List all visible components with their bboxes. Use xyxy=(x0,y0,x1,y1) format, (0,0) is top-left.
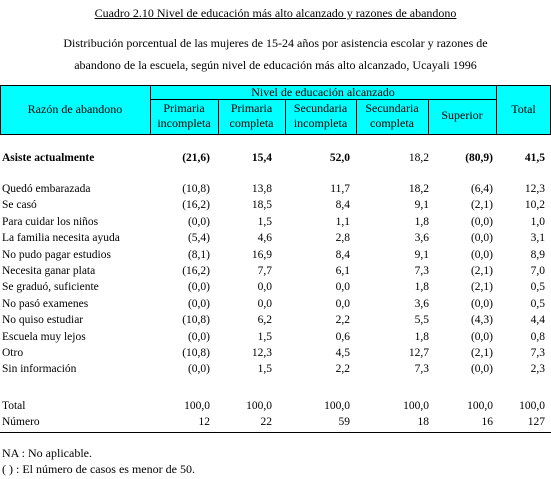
cell-superior: (0,0) xyxy=(470,330,493,343)
row-label: Necesita ganar plata xyxy=(2,265,96,277)
cell-secundaria-incompleta: 2,2 xyxy=(335,314,350,327)
row-label: No pasó examenes xyxy=(2,297,89,310)
cell-secundaria-completa: 18,2 xyxy=(408,152,429,164)
header-group: Nivel de educación alcanzado xyxy=(251,85,395,99)
cell-secundaria-incompleta: 100,0 xyxy=(324,400,350,412)
cell-superior: (2,1) xyxy=(470,281,493,294)
table-row xyxy=(0,181,551,197)
cell-superior: (4,3) xyxy=(470,314,493,327)
row-label: Escuela muy lejos xyxy=(2,330,86,343)
table-bottom-rule xyxy=(0,432,551,433)
cell-superior: (0,0) xyxy=(470,248,493,261)
cell-primaria-completa: 1,5 xyxy=(257,215,272,228)
header-col4-line2: completa xyxy=(370,116,414,130)
cell-total: 4,4 xyxy=(530,314,545,327)
cell-secundaria-completa: 100,0 xyxy=(403,400,429,412)
cell-primaria-completa: 18,5 xyxy=(251,199,272,212)
cell-primaria-completa: 4,6 xyxy=(257,232,272,245)
cell-primaria-incompleta: (8,1) xyxy=(187,248,210,261)
table-row xyxy=(0,214,551,230)
cell-secundaria-completa: 5,5 xyxy=(414,314,429,327)
table-row xyxy=(0,398,551,414)
cell-superior: (2,1) xyxy=(470,347,493,359)
cell-primaria-completa: 100,0 xyxy=(246,400,272,412)
header-primaria-incompleta xyxy=(150,101,218,131)
cell-primaria-completa: 0,0 xyxy=(257,297,272,310)
cell-total: 127 xyxy=(527,416,545,428)
cell-superior: (0,0) xyxy=(470,232,493,245)
row-label: Quedó embarazada xyxy=(2,183,91,195)
cell-primaria-incompleta: (16,2) xyxy=(182,199,210,212)
row-label: No quiso estudiar xyxy=(2,314,84,327)
row-label: Número xyxy=(2,416,40,428)
cell-secundaria-completa: 1,8 xyxy=(414,281,429,294)
header-col1-line2: incompleta xyxy=(157,116,211,130)
header-primaria-completa xyxy=(218,101,285,131)
table-subtitle-line2: abandono de la escuela, según nivel de educación más alto alcanzado, Ucayali 1996 xyxy=(74,58,477,72)
row-label: La familia necesita ayuda xyxy=(2,232,120,245)
cell-superior: 16 xyxy=(481,416,493,428)
header-col2-line2: completa xyxy=(229,116,274,130)
table-row xyxy=(0,263,551,279)
cell-primaria-incompleta: 100,0 xyxy=(184,400,210,412)
footnote-na: NA : No aplicable. xyxy=(2,446,92,460)
cell-primaria-completa: 16,9 xyxy=(251,248,272,261)
header-total: Total xyxy=(511,102,536,116)
cell-secundaria-incompleta: 0,0 xyxy=(335,297,350,310)
table-row xyxy=(0,329,551,345)
cell-primaria-completa: 7,7 xyxy=(257,265,272,277)
cell-total: 0,5 xyxy=(530,297,545,310)
cell-total: 8,9 xyxy=(530,248,545,261)
cell-secundaria-completa: 3,6 xyxy=(414,232,429,245)
cell-total: 0,8 xyxy=(530,330,545,343)
cell-secundaria-completa: 1,8 xyxy=(414,330,429,343)
cell-superior: (80,9) xyxy=(465,152,493,164)
cell-secundaria-completa: 7,3 xyxy=(414,265,429,277)
cell-secundaria-incompleta: 2,2 xyxy=(335,363,350,376)
cell-secundaria-completa: 18 xyxy=(417,416,429,428)
header-col1-line1: Primaria xyxy=(163,101,205,115)
header-col3-line2: incompleta xyxy=(293,116,348,130)
cell-secundaria-completa: 9,1 xyxy=(414,248,429,261)
cell-total: 3,1 xyxy=(530,232,545,245)
table-row xyxy=(0,247,551,263)
table-row xyxy=(0,230,551,246)
cell-primaria-incompleta: 12 xyxy=(198,416,210,428)
cell-primaria-completa: 22 xyxy=(260,416,272,428)
footnote-small-sample: ( ) : El número de casos es menor de 50. xyxy=(2,462,195,476)
table-row xyxy=(0,279,551,295)
cell-primaria-incompleta: (0,0) xyxy=(187,363,210,376)
cell-total: 12,3 xyxy=(524,183,545,195)
cell-secundaria-completa: 9,1 xyxy=(414,199,429,212)
cell-superior: (2,1) xyxy=(470,199,493,212)
cell-primaria-completa: 13,8 xyxy=(251,183,272,195)
cell-primaria-incompleta: (10,8) xyxy=(182,347,210,359)
row-label: Total xyxy=(2,400,26,412)
cell-secundaria-incompleta: 0,0 xyxy=(335,281,350,294)
table-row xyxy=(0,296,551,312)
cell-secundaria-incompleta: 0,6 xyxy=(335,330,350,343)
cell-secundaria-completa: 18,2 xyxy=(408,183,429,195)
row-label: Asiste actualmente xyxy=(2,152,95,164)
row-label: No pudo pagar estudios xyxy=(2,248,111,261)
cell-secundaria-completa: 1,8 xyxy=(414,215,429,228)
row-label: Otro xyxy=(2,347,24,359)
header-col3-line1: Secundaria xyxy=(293,101,348,115)
header-col2-line1: Primaria xyxy=(230,101,273,115)
cell-total: 7,0 xyxy=(530,265,545,277)
table-row-asiste xyxy=(0,150,551,166)
row-label: Sin información xyxy=(2,363,77,376)
cell-superior: 100,0 xyxy=(467,400,493,412)
table-row xyxy=(0,414,551,430)
header-secundaria-incompleta xyxy=(285,101,356,131)
cell-total: 1,0 xyxy=(530,215,545,228)
cell-primaria-completa: 0,0 xyxy=(257,281,272,294)
cell-total: 10,2 xyxy=(524,199,545,212)
header-secundaria-completa xyxy=(356,101,428,131)
cell-primaria-completa: 6,2 xyxy=(257,314,272,327)
cell-secundaria-incompleta: 52,0 xyxy=(329,152,350,164)
cell-secundaria-incompleta: 11,7 xyxy=(330,183,350,195)
cell-secundaria-incompleta: 4,5 xyxy=(335,347,350,359)
table-title: Cuadro 2.10 Nivel de educación más alto alcanzado y razones de abandono xyxy=(94,6,457,20)
cell-primaria-incompleta: (5,4) xyxy=(187,232,210,245)
cell-superior: (0,0) xyxy=(470,297,493,310)
cell-superior: (6,4) xyxy=(470,183,493,195)
cell-secundaria-completa: 7,3 xyxy=(414,363,429,376)
table-row xyxy=(0,345,551,361)
header-col4-line1: Secundaria xyxy=(365,101,419,115)
cell-total: 2,3 xyxy=(530,363,545,376)
row-label: Para cuidar los niños xyxy=(2,215,99,228)
cell-total: 100,0 xyxy=(519,400,545,412)
row-label: Se casó xyxy=(2,199,37,212)
cell-secundaria-incompleta: 8,4 xyxy=(335,248,350,261)
header-reason: Razón de abandono xyxy=(27,102,123,116)
table-row xyxy=(0,361,551,377)
cell-primaria-incompleta: (0,0) xyxy=(187,215,210,228)
cell-primaria-incompleta: (0,0) xyxy=(187,330,210,343)
table-row xyxy=(0,312,551,328)
header-superior: Superior xyxy=(441,108,483,122)
cell-secundaria-incompleta: 1,1 xyxy=(335,215,350,228)
cell-secundaria-completa: 12,7 xyxy=(408,347,429,359)
cell-primaria-incompleta: (0,0) xyxy=(187,297,210,310)
row-label: Se graduó, suficiente xyxy=(2,281,99,294)
cell-total: 0,5 xyxy=(530,281,545,294)
cell-secundaria-incompleta: 59 xyxy=(338,416,350,428)
cell-primaria-completa: 1,5 xyxy=(257,363,272,376)
cell-primaria-completa: 12,3 xyxy=(251,347,272,359)
cell-secundaria-incompleta: 8,4 xyxy=(335,199,350,212)
cell-total: 41,5 xyxy=(524,152,545,164)
cell-superior: (0,0) xyxy=(470,215,493,228)
cell-primaria-completa: 15,4 xyxy=(251,152,272,164)
cell-primaria-completa: 1,5 xyxy=(257,330,272,343)
cell-secundaria-incompleta: 6,1 xyxy=(335,265,350,277)
table-row xyxy=(0,197,551,213)
cell-total: 7,3 xyxy=(530,347,545,359)
cell-superior: (2,1) xyxy=(470,265,493,277)
cell-secundaria-incompleta: 2,8 xyxy=(335,232,350,245)
cell-primaria-incompleta: (10,8) xyxy=(182,183,210,195)
table-subtitle-line1: Distribución porcentual de las mujeres de 15-24 años por asistencia escolar y razones de xyxy=(63,36,488,50)
cell-primaria-incompleta: (16,2) xyxy=(182,265,210,277)
cell-primaria-incompleta: (0,0) xyxy=(187,281,210,294)
cell-primaria-incompleta: (10,8) xyxy=(182,314,210,327)
cell-secundaria-completa: 3,6 xyxy=(414,297,429,310)
cell-superior: (0,0) xyxy=(470,363,493,376)
cell-primaria-incompleta: (21,6) xyxy=(182,152,210,164)
